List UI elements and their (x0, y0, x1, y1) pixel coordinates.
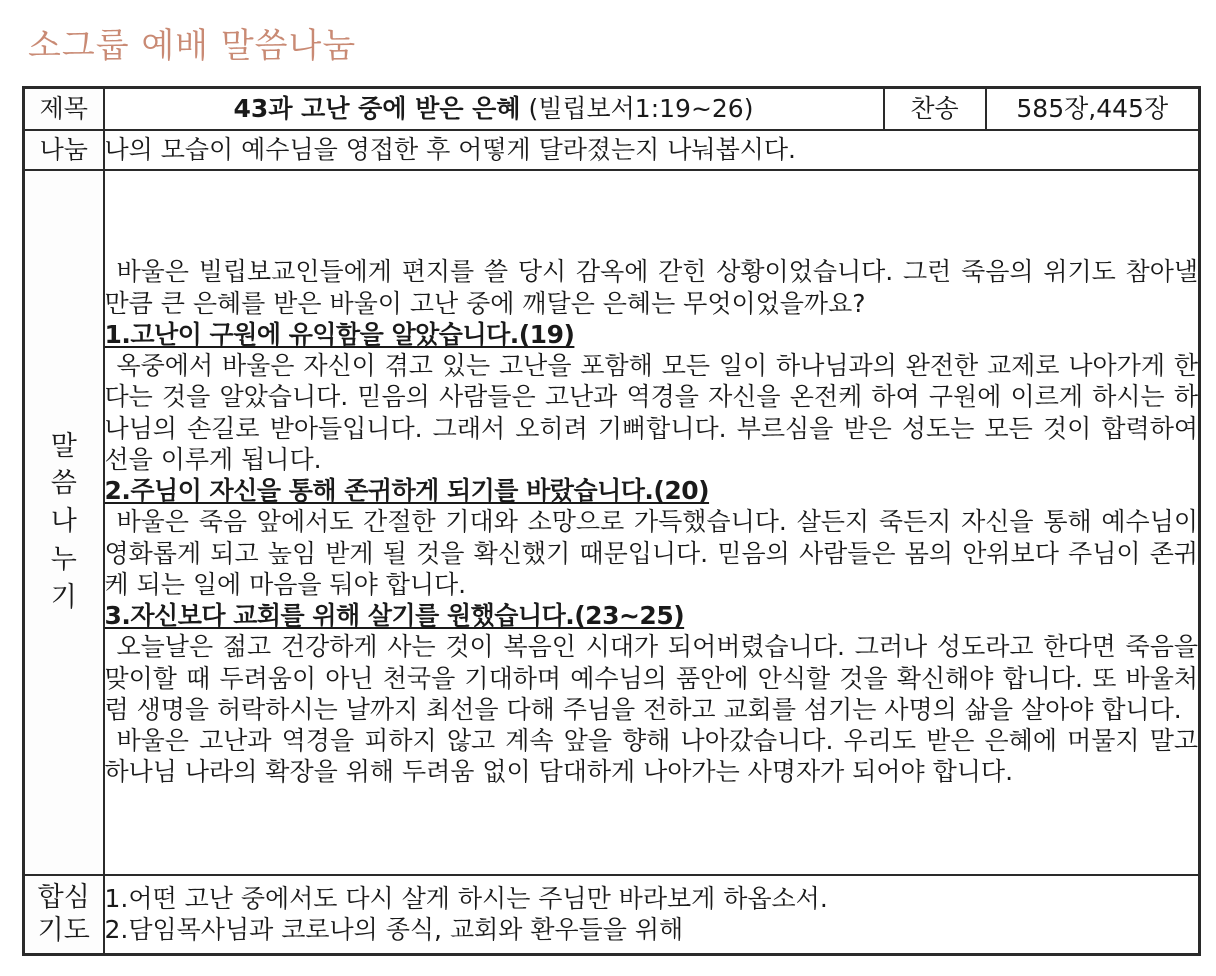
prayer-label-line1: 합심 (37, 881, 90, 913)
point-3-heading: 3.자신보다 교회를 위해 살기를 원했습니다.(23~25) (104, 601, 685, 631)
sermon-row (24, 170, 1200, 875)
prayer-item: 2.담임목사님과 코로나의 종식, 교회와 환우들을 위해 (104, 915, 684, 945)
sermon-label-char: 말 (50, 430, 77, 462)
share-label: 나눔 (24, 130, 104, 170)
share-row (24, 130, 1200, 170)
title-label: 제목 (24, 88, 104, 130)
sermon-label-char: 씀 (50, 468, 77, 500)
point-2-heading: 2.주님이 자신을 통해 존귀하게 되기를 바랐습니다.(20) (104, 476, 710, 506)
sermon-intro: 바울은 빌립보교인들에게 편지를 쓸 당시 감옥에 갇힌 상황이었습니다. 그런 죽음의 위기도 참아낼 만큼 큰 은혜를 받은 바울이 고난 중에 깨달은 은혜는 무엇이었을까요? (104, 257, 1198, 318)
lesson-title: 43과 고난 중에 받은 은혜 (233, 94, 521, 124)
sermon-label-char: 누 (50, 543, 77, 575)
prayer-label (24, 875, 104, 955)
page-title: 소그룹 예배 말씀나눔 (28, 26, 357, 66)
sermon-sheet (22, 86, 1201, 956)
hymn-label: 찬송 (884, 88, 986, 130)
point-1-heading: 1.고난이 구원에 유익함을 알았습니다.(19) (104, 319, 575, 349)
scripture-reference: (빌립보서1:19~26) (528, 94, 754, 124)
share-question: 나의 모습이 예수님을 영접한 후 어떻게 달라졌는지 나눠봅시다. (104, 130, 1200, 170)
lesson-title-cell (104, 88, 884, 130)
point-1-body: 옥중에서 바울은 자신이 겪고 있는 고난을 포함해 모든 일이 하나님과의 완전한 교제로 나아가게 한다는 것을 알았습니다. 믿음의 사람들은 고난과 역경을 자신을 온전케 하여 구원에 이르게 하시는 하나님의 손길로 받아들입니다. 그래서 오히려 기뻐합니다. 부르심을 받은 성도는 모든 것이 합력하여 선을 이루게 됩니다. (104, 351, 1198, 474)
sermon-label-char: 나 (50, 506, 77, 538)
prayer-item: 1.어떤 고난 중에서도 다시 살게 하시는 주님만 바라보게 하옵소서. (104, 884, 828, 913)
sermon-label-char: 기 (50, 581, 77, 613)
hymn-value: 585장,445장 (986, 88, 1200, 130)
title-row (24, 88, 1200, 130)
sermon-conclusion: 바울은 고난과 역경을 피하지 않고 계속 앞을 향해 나아갔습니다. 우리도 받은 은혜에 머물지 말고 하나님 나라의 확장을 위해 두려움 없이 담대하게 나아가는 사명자가 되어야 합니다. (104, 726, 1198, 787)
prayer-row (24, 875, 1200, 955)
prayer-label-line2: 기도 (37, 915, 90, 947)
sermon-label-stack (25, 428, 103, 617)
prayer-label-stack (25, 881, 103, 949)
sermon-label (24, 170, 104, 875)
point-3-body: 오늘날은 젊고 건강하게 사는 것이 복음인 시대가 되어버렸습니다. 그러나 성도라고 한다면 죽음을 맞이할 때 두려움이 아닌 천국을 기대하며 예수님의 품안에 안식할 것을 확신해야 합니다. 또 바울처럼 생명을 허락하시는 날까지 최선을 다해 주님을 전하고 교회를 섬기는 사명의 삶을 살아야 합니다. (104, 632, 1198, 724)
prayer-list (104, 875, 1200, 955)
point-2-body: 바울은 죽음 앞에서도 간절한 기대와 소망으로 가득했습니다. 살든지 죽든지 자신을 통해 예수님이 영화롭게 되고 높임 받게 될 것을 확신했기 때문입니다. 믿음의 사람들은 몸의 안위보다 주님이 존귀케 되는 일에 마음을 둬야 합니다. (104, 507, 1198, 599)
sermon-body (104, 170, 1200, 875)
